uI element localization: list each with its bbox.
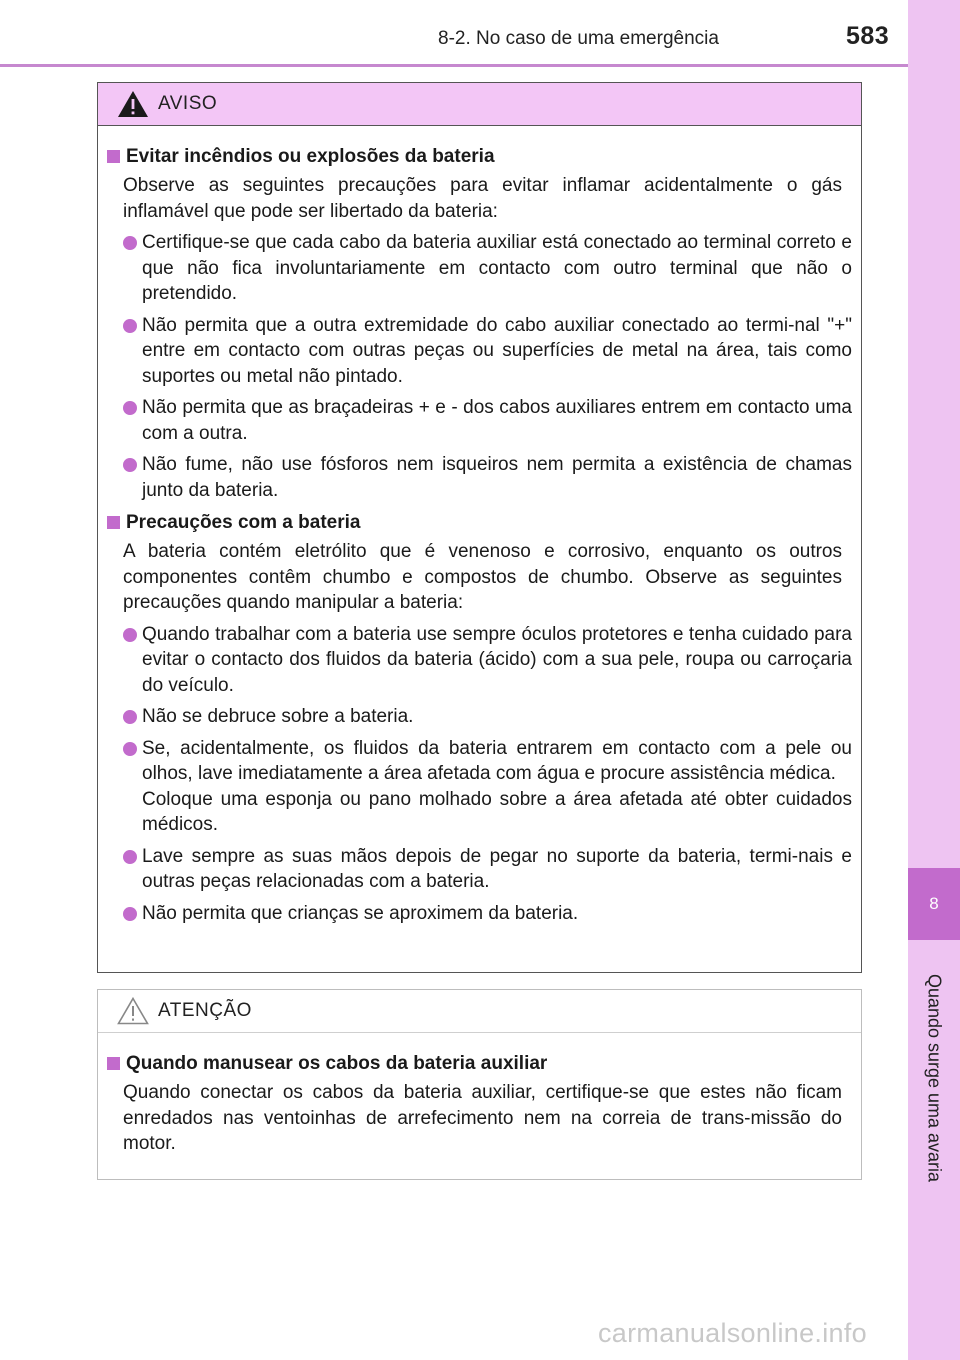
caution-triangle-icon [116,996,150,1026]
square-bullet-icon [107,1057,120,1070]
section-heading-text: Precauções com a bateria [126,512,361,533]
list-item-text [142,313,852,390]
notice-section [107,143,852,503]
section-heading [107,143,852,170]
square-bullet-icon [107,150,120,163]
list-item-text [142,452,852,503]
section-paragraph: Quando conectar os cabos da bateria auxiliar, certifique-se que estes não ficam enredados nas ventoinhas de arrefecimento nem na correia de trans-missão do motor. [123,1082,842,1154]
circle-bullet-icon [123,236,137,250]
section-paragraph: A bateria contém eletrólito que é venenoso e corrosivo, enquanto os outros componentes contêm chumbo e compostos de chumbo. Observe as seguintes precauções quando manipular a bateria: [123,541,842,613]
list-item-text [142,736,852,838]
list-item-paragraph: Não permita que a outra extremidade do cabo auxiliar conectado ao termi-nal "+" entre em contacto com outras peças ou superfícies de metal na área, tais como suportes ou metal não pintado. [142,314,852,387]
caution-box-title: ATENÇÃO [158,1000,252,1021]
warning-triangle-icon [116,89,150,119]
circle-bullet-icon [123,628,137,642]
list-item [107,230,852,307]
running-header-section: 8-2. No caso de uma emergência [438,28,719,49]
chapter-label: Quando surge uma avaria [924,973,945,1183]
list-item-paragraph: Quando trabalhar com a bateria use sempre óculos protetores e tenha cuidado para evitar o contacto dos fluidos da bateria (ácido) com a sua pele, roupa ou carroçaria do veículo. [142,623,852,696]
warning-box [97,82,862,973]
circle-bullet-icon [123,401,137,415]
list-item [107,452,852,503]
section-heading-text: Evitar incêndios ou explosões da bateria [126,146,495,167]
page-number: 583 [846,22,890,50]
list-item [107,395,852,446]
list-item-text [142,901,852,927]
list-item-paragraph: Certifique-se que cada cabo da bateria auxiliar está conectado ao terminal correto e que não fica involuntariamente em contacto com outro terminal que não o pretendido. [142,232,852,304]
chapter-number-box [908,868,960,940]
list-item-paragraph: Não permita que as braçadeiras + e - dos cabos auxiliares entrem em contacto uma com a outra. [142,397,852,444]
list-item-paragraph: Não se debruce sobre a bateria. [142,706,414,727]
list-item-text [142,704,852,730]
caution-box-header [98,990,861,1033]
list-item-text [142,230,852,307]
notice-section [107,1050,852,1157]
section-heading [107,509,852,536]
list-item-paragraph: Não permita que crianças se aproximem da bateria. [142,902,579,924]
list-item-text [142,395,852,446]
bullet-list [107,230,852,503]
bullet-list [107,622,852,927]
caution-box [97,989,862,1180]
list-item-paragraph: Coloque uma esponja ou pano molhado sobre a área afetada até obter cuidados médicos. [142,788,852,835]
square-bullet-icon [107,516,120,529]
list-item [107,736,852,838]
warning-box-title: AVISO [158,93,218,114]
caution-box-body [98,1033,861,1157]
circle-bullet-icon [123,742,137,756]
warning-box-body [98,126,861,926]
circle-bullet-icon [123,850,137,864]
list-item [107,704,852,730]
list-item-paragraph: Se, acidentalmente, os fluidos da bateria entrarem em contacto com a pele ou olhos, lave imediatamente a área afetada com água e procure assistência médica. [142,737,852,784]
notice-section [107,509,852,926]
list-item-paragraph: Lave sempre as suas mãos depois de pegar no suporte da bateria, termi-nais e outras peças relacionadas com a bateria. [142,845,852,892]
header-rule [0,64,908,67]
circle-bullet-icon [123,458,137,472]
warning-box-header [98,83,861,126]
list-item-text [142,622,852,699]
circle-bullet-icon [123,907,137,921]
circle-bullet-icon [123,319,137,333]
section-heading [107,1050,852,1077]
list-item [107,901,852,927]
circle-bullet-icon [123,710,137,724]
list-item-paragraph: Não fume, não use fósforos nem isqueiros nem permita a existência de chamas junto da bateria. [142,454,852,501]
list-item [107,313,852,390]
section-heading-text: Quando manusear os cabos da bateria auxiliar [126,1053,548,1074]
list-item-text [142,844,852,895]
chapter-number: 8 [929,894,939,913]
list-item [107,622,852,699]
list-item [107,844,852,895]
section-paragraph: Observe as seguintes precauções para evitar inflamar acidentalmente o gás inflamável que pode ser libertado da bateria: [123,175,842,222]
watermark-text: carmanualsonline.info [598,1318,867,1348]
